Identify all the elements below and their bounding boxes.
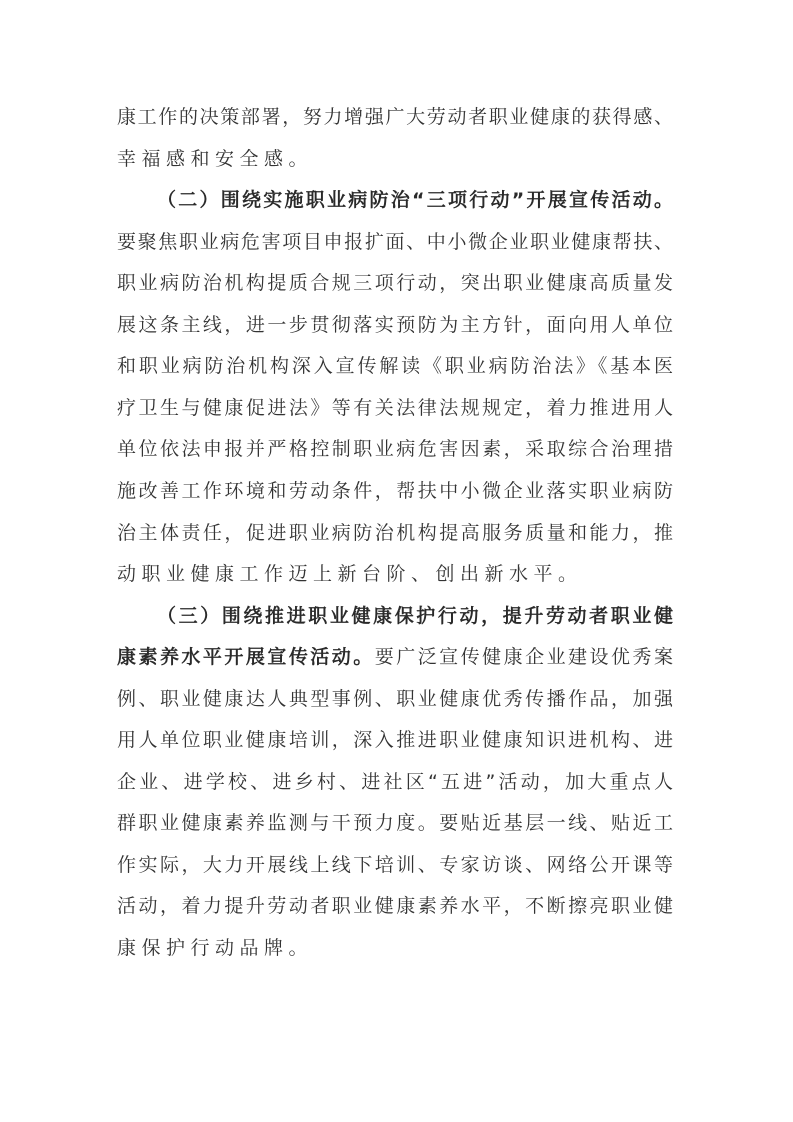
text-line xyxy=(117,229,673,255)
text-line xyxy=(117,893,673,919)
body-text: 群职业健康素养监测与干预力度。要贴近基层一线、贴近工 xyxy=(117,812,673,835)
body-text: 动职业健康工作迈上新台阶、创出新水平。 xyxy=(117,563,583,586)
body-text: 展这条主线，进一步贯彻落实预防为主方针，面向用人单位 xyxy=(117,313,673,336)
text-line xyxy=(117,561,673,587)
section-heading: （二）围绕实施职业病防治“三项行动”开展宣传活动。 xyxy=(157,189,673,212)
text-line xyxy=(117,810,673,836)
text-line xyxy=(117,395,673,421)
body-text: 幸福感和安全感。 xyxy=(117,147,314,170)
body-text: 活动，着力提升劳动者职业健康素养水平，不断擦亮职业健 xyxy=(117,895,673,918)
text-line xyxy=(117,312,673,338)
text-line xyxy=(117,436,673,462)
text-line xyxy=(117,727,673,753)
body-text: 例、职业健康达人典型事例、职业健康优秀传播作品，加强 xyxy=(117,687,673,710)
section-heading: 康素养水平开展宣传活动。 xyxy=(117,646,375,669)
body-text: 康保护行动品牌。 xyxy=(117,937,314,959)
text-line xyxy=(117,769,673,795)
body-text: 康工作的决策部署，努力增强广大劳动者职业健康的获得感、 xyxy=(117,106,673,128)
body-text: 和职业病防治机构深入宣传解读《职业病防治法》《基本医 xyxy=(117,355,673,378)
text-line xyxy=(157,603,673,629)
text-line xyxy=(117,270,673,296)
text-line xyxy=(117,852,673,878)
text-line xyxy=(117,686,673,712)
section-heading: （三）围绕推进职业健康保护行动，提升劳动者职业健 xyxy=(157,604,673,627)
body-text: 企业、进学校、进乡村、进社区“五进”活动，加大重点人 xyxy=(117,770,673,793)
text-line xyxy=(117,104,673,130)
text-line xyxy=(117,644,673,670)
text-line xyxy=(117,146,673,172)
body-text: 疗卫生与健康促进法》等有关法律法规规定，着力推进用人 xyxy=(117,396,673,419)
body-text: 作实际，大力开展线上线下培训、专家访谈、网络公开课等 xyxy=(117,853,673,876)
text-line xyxy=(117,353,673,379)
body-text: 要广泛宣传健康企业建设优秀案 xyxy=(374,646,673,669)
body-text: 要聚焦职业病危害项目申报扩面、中小微企业职业健康帮扶、 xyxy=(117,230,673,253)
text-line xyxy=(117,478,673,504)
body-text: 施改善工作环境和劳动条件，帮扶中小微企业落实职业病防 xyxy=(117,479,673,502)
text-line xyxy=(117,935,673,961)
text-line xyxy=(157,187,673,213)
body-text: 单位依法申报并严格控制职业病危害因素，采取综合治理措 xyxy=(117,438,673,461)
body-text: 职业病防治机构提质合规三项行动，突出职业健康高质量发 xyxy=(117,272,673,295)
text-line xyxy=(117,520,673,546)
body-text: 治主体责任，促进职业病防治机构提高服务质量和能力，推 xyxy=(117,521,673,544)
body-text: 用人单位职业健康培训，深入推进职业健康知识进机构、进 xyxy=(117,729,673,752)
